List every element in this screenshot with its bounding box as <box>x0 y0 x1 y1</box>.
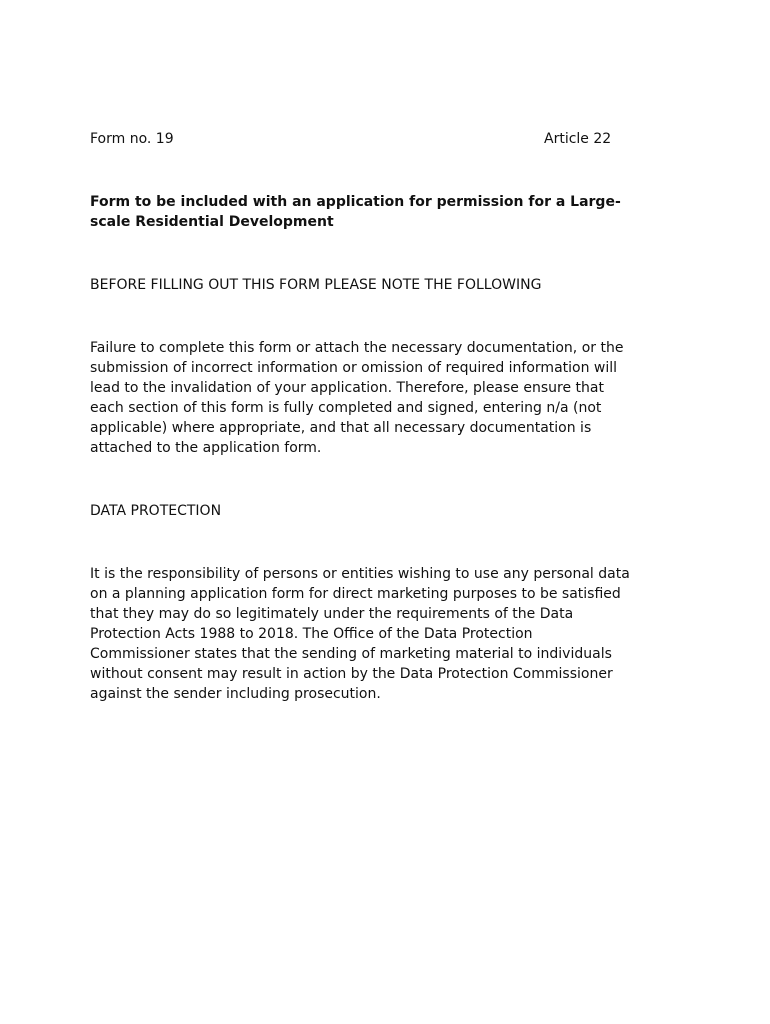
form-number: Form no. 19 <box>90 131 174 147</box>
paragraph-line: Failure to complete this form or attach the necessary documentation, or the <box>90 340 624 356</box>
data-protection-heading: DATA PROTECTION <box>90 503 222 519</box>
paragraph-line: that they may do so legitimately under the requirements of the Data <box>90 606 574 622</box>
form-title <box>90 192 680 232</box>
paragraph-line: It is the responsibility of persons or entities wishing to use any personal data <box>90 566 630 582</box>
paragraph-line: lead to the invalidation of your application. Therefore, please ensure that <box>90 380 604 396</box>
paragraph-line: against the sender including prosecution. <box>90 686 381 702</box>
form-header <box>90 129 690 149</box>
data-protection-paragraph <box>90 564 690 704</box>
paragraph-line: each section of this form is fully completed and signed, entering n/a (not <box>90 400 602 416</box>
paragraph-line: without consent may result in action by the Data Protection Commissioner <box>90 666 613 682</box>
paragraph-line: on a planning application form for direct marketing purposes to be satisfied <box>90 586 621 602</box>
note-paragraph <box>90 338 690 458</box>
paragraph-line: Protection Acts 1988 to 2018. The Office of the Data Protection <box>90 626 533 642</box>
article-reference: Article 22 <box>544 131 612 147</box>
paragraph-line: applicable) where appropriate, and that all necessary documentation is <box>90 420 592 436</box>
note-section-heading: BEFORE FILLING OUT THIS FORM PLEASE NOTE THE FOLLOWING <box>90 277 542 293</box>
paragraph-line: attached to the application form. <box>90 440 322 456</box>
form-title-line: Form to be included with an application for permission for a Large- <box>90 194 621 210</box>
form-title-line: scale Residential Development <box>90 214 334 230</box>
paragraph-line: submission of incorrect information or omission of required information will <box>90 360 618 376</box>
paragraph-line: Commissioner states that the sending of marketing material to individuals <box>90 646 612 662</box>
